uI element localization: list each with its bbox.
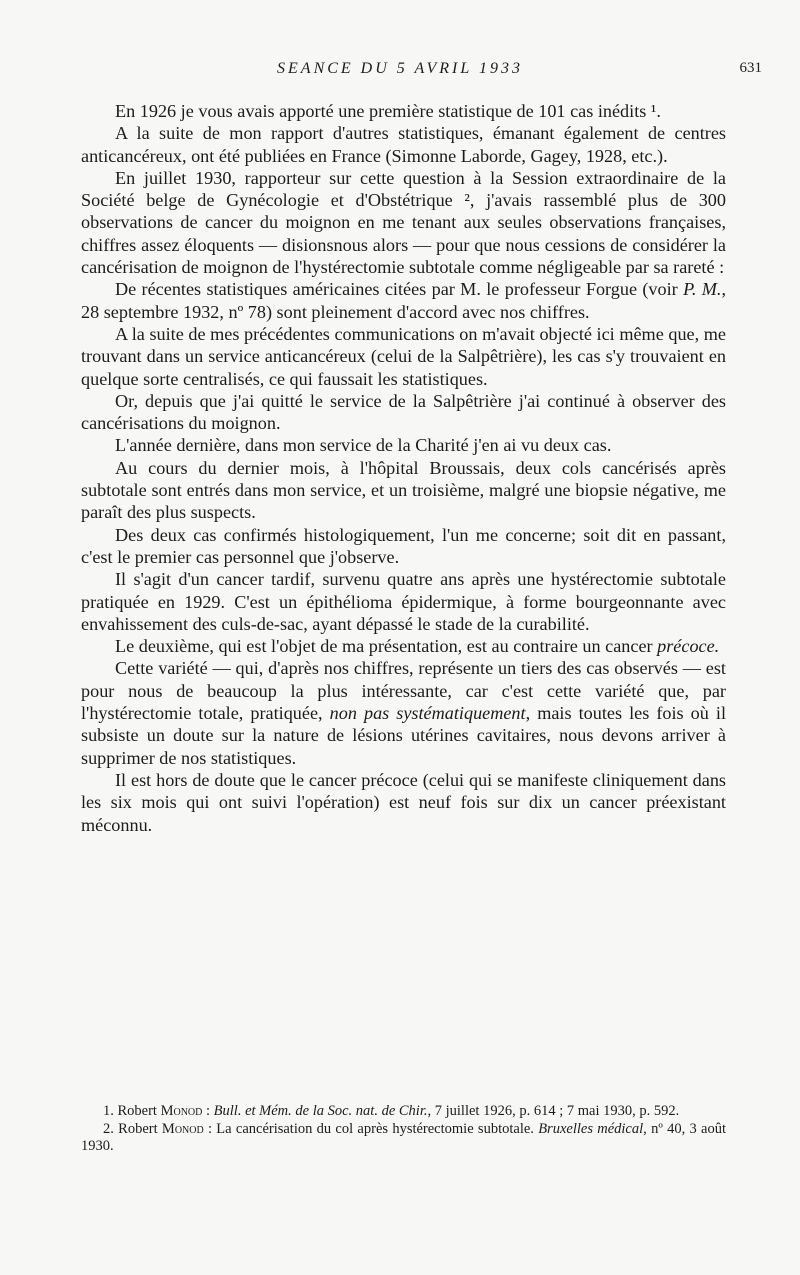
footnote-number: 2. Robert (103, 1120, 162, 1137)
journal-abbrev: P. M. (683, 279, 722, 300)
paragraph: Or, depuis que j'ai quitté le service de la Salpêtrière j'ai continué à observer des cancérisations du moignon. (81, 390, 726, 434)
paragraph-text: Le deuxième, qui est l'objet de ma présentation, est au contraire un cancer (115, 636, 658, 657)
footnote-text: , 7 juillet 1926, p. 614 ; 7 mai 1930, p. 592. (427, 1103, 680, 1119)
footnote (81, 1121, 726, 1156)
page-header (0, 60, 800, 84)
paragraph: A la suite de mon rapport d'autres statistiques, émanant également de centres anticancéreux, ont été publiées en France (Simonne Laborde, Gagey, 1928, etc.). (81, 123, 726, 166)
paragraph (81, 635, 726, 657)
footnote-number: 1. Robert (103, 1103, 161, 1119)
paragraph: Au cours du dernier mois, à l'hôpital Broussais, deux cols cancérisés après subtotale sont entrés dans mon service, et un troisième, malgré une biopsie négative, me paraît des plus suspects. (81, 457, 726, 523)
paragraph: A la suite de mes précédentes communications on m'avait objecté ici même que, me trouvant dans un service anticancéreux (celui de la Salpêtrière), les cas s'y trouvaient en quelque sorte centralisés, ce qui faussait les statistiques. (81, 323, 726, 389)
footnote-text: : La cancérisation du col après hystérectomie subtotale. (203, 1120, 539, 1137)
paragraph (81, 657, 726, 768)
author-name: Monod (160, 1103, 203, 1119)
paragraph: Des deux cas confirmés histologiquement, l'un me concerne; soit dit en passant, c'est le premier cas personnel que j'observe. (81, 524, 726, 567)
paragraph: En 1926 je vous avais apporté une première statistique de 101 cas inédits ¹. (115, 101, 661, 121)
footnotes (81, 1103, 726, 1156)
emphasis: précoce. (657, 636, 720, 657)
author-name: Monod (161, 1120, 204, 1137)
body-text (81, 100, 726, 836)
emphasis: non pas systématiquement (329, 703, 526, 724)
footnote-text: : (202, 1103, 214, 1119)
paragraph: En juillet 1930, rapporteur sur cette question à la Session extraordinaire de la Société belge de Gynécologie et d'Obstétrique ², j'avais rassemblé plus de 300 observations de cancer du moignon en me tenant aux seules observations françaises, chiffres assez éloquents — disionsnous alors — pour que nous cessions de considérer la cancérisation de moignon de l'hystérectomie subtotale comme négligeable par sa rareté : (81, 167, 726, 278)
paragraph: Il s'agit d'un cancer tardif, survenu quatre ans après une hystérectomie subtotale pratiquée en 1929. C'est un épithélioma épidermique, à forme bourgeonnante avec envahissement des culs-de-sac, ayant dépassé le stade de la curabilité. (81, 569, 726, 634)
paragraph-text: , mais toutes les fois où il subsiste un doute sur la nature de lésions utérines cavitaires, nous devons arriver à supprimer de nos statistiques. (81, 703, 726, 768)
paragraph: L'année dernière, dans mon service de la Charité j'en ai vu deux cas. (115, 435, 612, 456)
page-number: 631 (739, 60, 762, 76)
paragraph-text: De récentes statistiques américaines citées par M. le professeur Forgue (voir (115, 279, 684, 300)
journal-title: Bull. et Mém. de la Soc. nat. de Chir. (213, 1103, 428, 1119)
footnote-text: , nº 40, 3 août 1930. (81, 1120, 727, 1154)
paragraph (81, 278, 726, 323)
running-title: SEANCE DU 5 AVRIL 1933 (277, 60, 523, 77)
paragraph-text: , 28 septembre 1932, nº 78) sont pleinement d'accord avec nos chiffres. (81, 279, 726, 322)
footnote (81, 1103, 726, 1121)
journal-title: Bruxelles médical (538, 1120, 644, 1137)
paragraph: Il est hors de doute que le cancer précoce (celui qui se manifeste cliniquement dans les six mois qui ont suivi l'opération) est neuf fois sur dix un cancer préexistant méconnu. (81, 769, 726, 835)
paragraph-text: Cette variété — qui, d'après nos chiffres, représente un tiers des cas observés — est pour nous de beaucoup la plus intéressante, car c'est cette variété que, par l'hystérectomie totale, pratiquée, (81, 658, 726, 724)
